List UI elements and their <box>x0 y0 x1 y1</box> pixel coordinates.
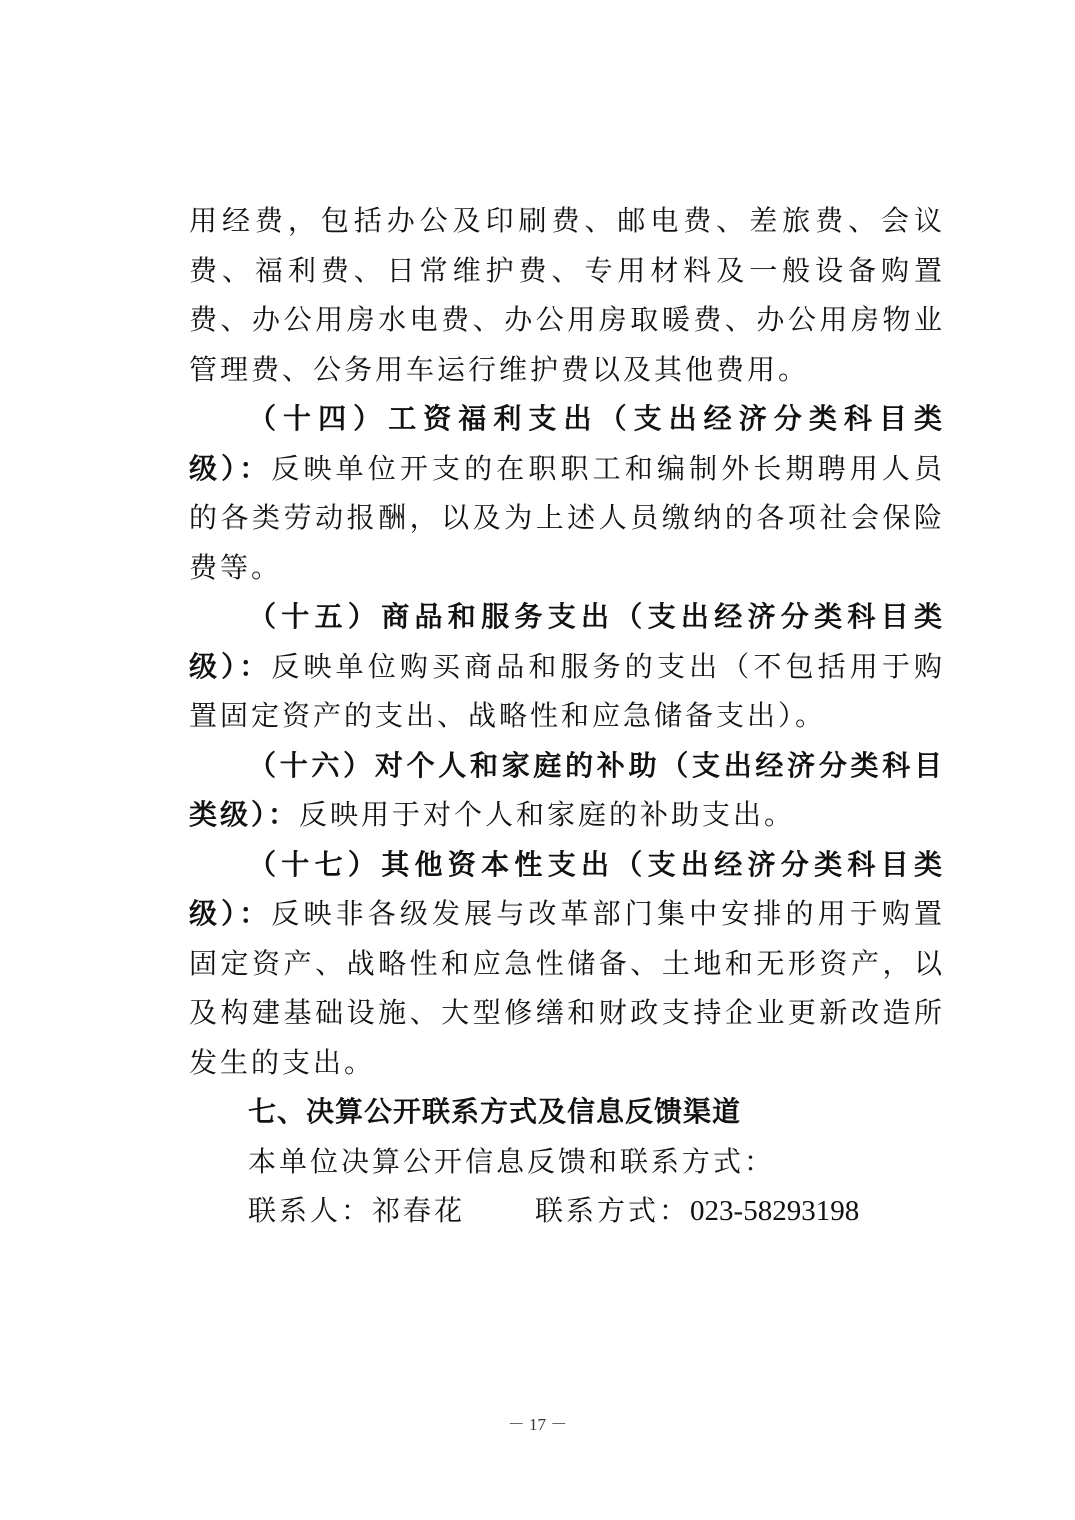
contact-name: 祁春花 <box>372 1194 466 1227</box>
contact-label: 联系人： <box>248 1194 373 1227</box>
paragraph-label: （十七）其他资本性支出（支出经济分类科目类级）： <box>189 847 945 930</box>
paragraph-body: 反映用于对个人和家庭的补助支出。 <box>299 798 796 831</box>
paragraph-body: 用经费，包括办公及印刷费、邮电费、差旅费、会议费、福利费、日常维护费、专用材料及一般设备购置费、办公用房水电费、办公用房取暖费、办公用房物业管理费、公务用车运行维护费以及其他费用。 <box>189 204 945 386</box>
page-body <box>189 196 945 1237</box>
phone-number: 023-58293198 <box>690 1195 860 1227</box>
phone-label: 联系方式： <box>535 1194 691 1227</box>
paragraph-body: 反映单位开支的在职职工和编制外长期聘用人员的各类劳动报酬，以及为上述人员缴纳的各项社会保险费等。 <box>189 451 945 584</box>
paragraph-capital-expenditure <box>189 840 945 1088</box>
paragraph-body: 反映非各级发展与改革部门集中安排的用于购置固定资产、战略性和应急性储备、土地和无形资产，以及构建基础设施、大型修缮和财政支持企业更新改造所发生的支出。 <box>189 897 945 1079</box>
paragraph-label: （十五）商品和服务支出（支出经济分类科目类级）： <box>189 600 945 683</box>
paragraph-label: （十四）工资福利支出（支出经济分类科目类级）： <box>189 402 945 485</box>
paragraph-body: 反映单位购买商品和服务的支出（不包括用于购置固定资产的支出、战略性和应急储备支出）。 <box>189 649 945 732</box>
section-heading: 七、决算公开联系方式及信息反馈渠道 <box>248 1095 742 1128</box>
paragraph-label: （十六）对个人和家庭的补助（支出经济分类科目类级）： <box>189 748 945 831</box>
contact-intro: 本单位决算公开信息反馈和联系方式： <box>248 1144 776 1178</box>
page-number: － 17 － <box>507 1415 568 1434</box>
paragraph-goods-services <box>189 592 945 741</box>
contact-line <box>189 1186 945 1237</box>
paragraph-wage-welfare <box>189 394 945 592</box>
paragraph-household-subsidy <box>189 741 945 840</box>
paragraph-continuation <box>189 196 945 394</box>
